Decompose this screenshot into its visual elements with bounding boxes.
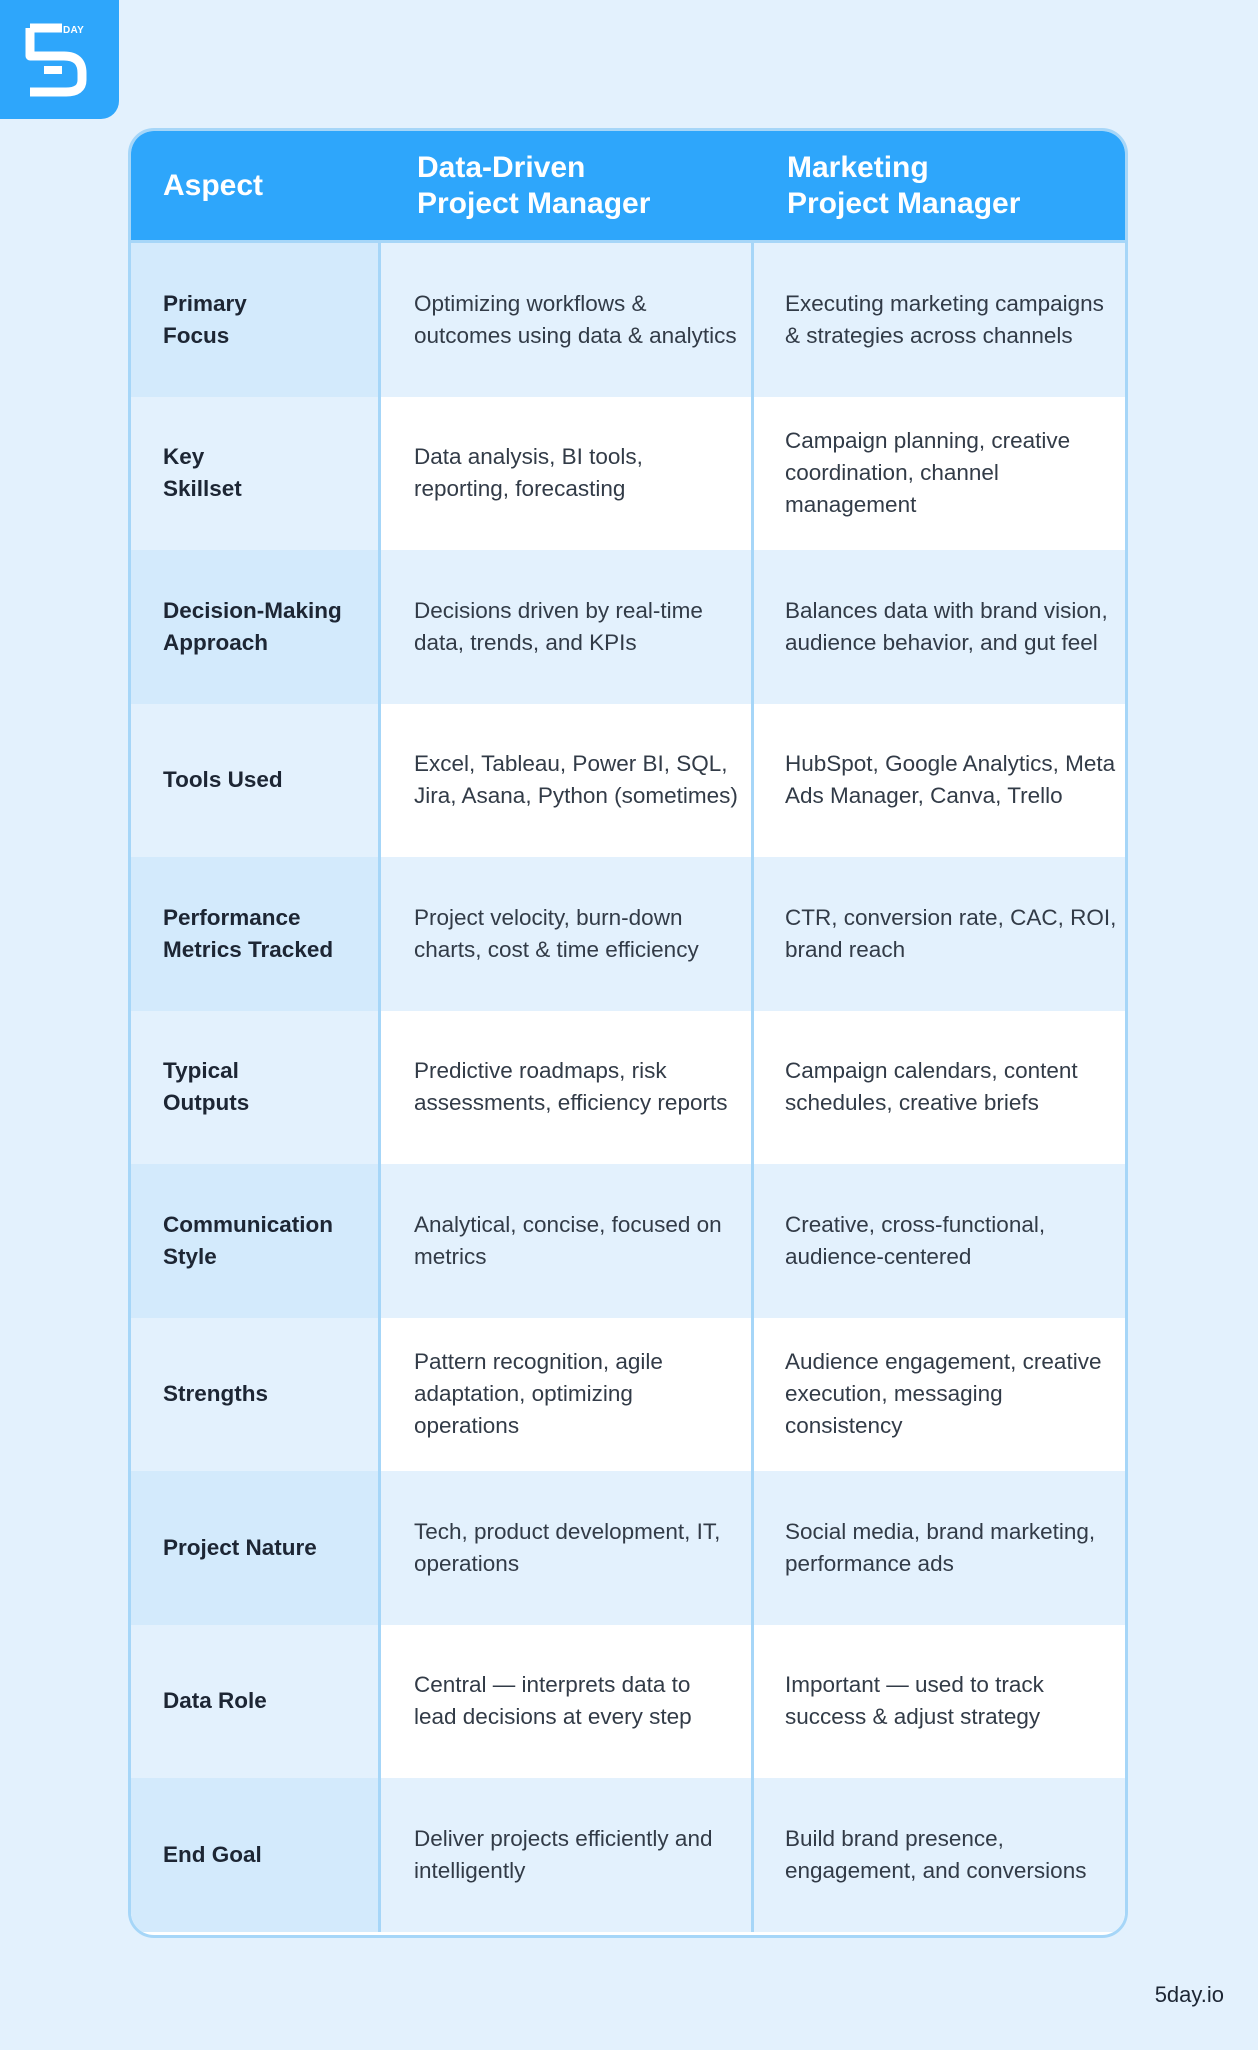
table-header [131, 131, 1125, 243]
table-row [131, 1778, 1125, 1932]
marketing-cell: Executing marketing campaigns & strategies across channels [785, 290, 1104, 348]
table-row [131, 243, 1125, 397]
marketing-cell: Important — used to track success & adjust strategy [785, 1672, 1044, 1730]
data-driven-cell: Decisions driven by real-time data, trends, and KPIs [381, 550, 754, 704]
table-row [131, 550, 1125, 704]
aspect-cell: Decision-Making Approach [131, 550, 381, 704]
data-driven-cell: Analytical, concise, focused on metrics [381, 1164, 754, 1318]
marketing-cell: Campaign planning, creative coordination, channel management [785, 428, 1071, 518]
table-row [131, 1011, 1125, 1165]
table-row [131, 1318, 1125, 1472]
data-driven-cell: Tech, product development, IT, operations [381, 1471, 754, 1625]
logo-text: DAY [63, 25, 85, 36]
data-driven-cell: Central — interprets data to lead decisions at every step [381, 1625, 754, 1779]
footer-url: 5day.io [1154, 1982, 1224, 2007]
marketing-cell: Creative, cross-functional, audience-centered [785, 1211, 1046, 1269]
data-driven-cell: Predictive roadmaps, risk assessments, efficiency reports [381, 1011, 754, 1165]
marketing-cell: Audience engagement, creative execution, messaging consistency [785, 1349, 1102, 1439]
data-driven-cell: Deliver projects efficiently and intelligently [381, 1778, 754, 1932]
logo [0, 0, 119, 119]
marketing-cell: Campaign calendars, content schedules, creative briefs [785, 1058, 1078, 1116]
aspect-cell: Typical Outputs [131, 1011, 381, 1165]
table-row [131, 397, 1125, 551]
logo-five-icon [0, 0, 119, 119]
header-marketing: Marketing Project Manager [787, 150, 1021, 220]
comparison-table [128, 128, 1128, 1938]
table-row [131, 1471, 1125, 1625]
aspect-cell: Communication Style [131, 1164, 381, 1318]
aspect-cell: Performance Metrics Tracked [131, 857, 381, 1011]
marketing-cell: Build brand presence, engagement, and conversions [785, 1825, 1087, 1883]
marketing-cell: Social media, brand marketing, performance ads [785, 1518, 1096, 1576]
table-row [131, 1625, 1125, 1779]
data-driven-cell: Project velocity, burn-down charts, cost & time efficiency [381, 857, 754, 1011]
table-row [131, 857, 1125, 1011]
table-body [131, 243, 1125, 1932]
aspect-cell: Tools Used [131, 704, 381, 858]
header-aspect: Aspect [163, 168, 264, 202]
aspect-cell: Data Role [131, 1625, 381, 1779]
data-driven-cell: Data analysis, BI tools, reporting, forecasting [381, 397, 754, 551]
data-driven-cell: Pattern recognition, agile adaptation, optimizing operations [381, 1318, 754, 1472]
table-row [131, 1164, 1125, 1318]
marketing-cell: CTR, conversion rate, CAC, ROI, brand reach [785, 904, 1117, 962]
aspect-cell: Strengths [131, 1318, 381, 1472]
table-row [131, 704, 1125, 858]
marketing-cell: Balances data with brand vision, audience behavior, and gut feel [785, 597, 1108, 655]
marketing-cell: HubSpot, Google Analytics, Meta Ads Manager, Canva, Trello [785, 751, 1116, 809]
aspect-cell: Key Skillset [131, 397, 381, 551]
data-driven-cell: Excel, Tableau, Power BI, SQL, Jira, Asana, Python (sometimes) [381, 704, 754, 858]
header-data-driven: Data-Driven Project Manager [417, 150, 651, 220]
aspect-cell: End Goal [131, 1778, 381, 1932]
aspect-cell: Project Nature [131, 1471, 381, 1625]
aspect-cell: Primary Focus [131, 243, 381, 397]
data-driven-cell: Optimizing workflows & outcomes using data & analytics [381, 243, 754, 397]
